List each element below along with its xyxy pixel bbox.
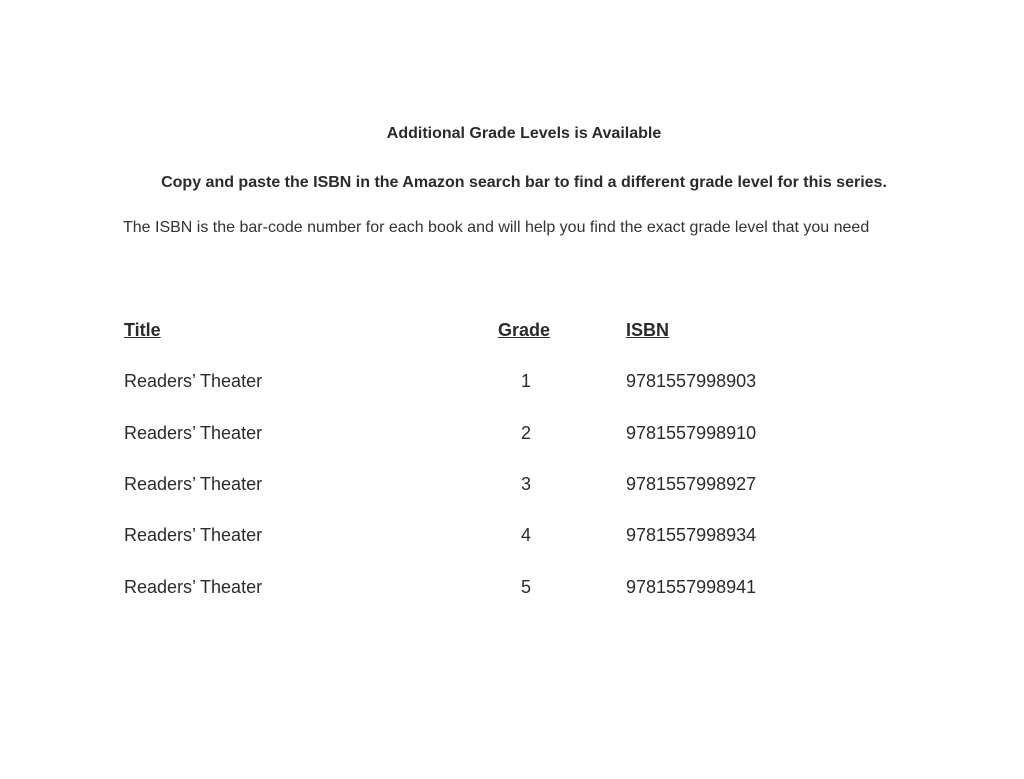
row-title: Readers’ Theater [124,525,263,545]
row-grade: 4 [520,525,531,545]
row-title: Readers’ Theater [124,423,263,443]
row-isbn: 9781557998910 [626,423,757,443]
row-title: Readers’ Theater [124,371,263,391]
table-row [0,474,1024,498]
page-title: Additional Grade Levels is Available [386,125,662,142]
row-isbn: 9781557998903 [626,371,757,391]
row-isbn: 9781557998934 [626,525,757,545]
column-header-title: Title [124,320,161,340]
table-row [0,577,1024,601]
row-grade: 1 [520,371,531,391]
column-header-isbn: ISBN [626,320,670,340]
row-isbn: 9781557998927 [626,474,757,494]
isbn-note: The ISBN is the bar-code number for each book and will help you find the exact grade level that you need [123,219,870,236]
table-row [0,525,1024,549]
column-header-grade: Grade [498,320,551,340]
row-grade: 3 [520,474,531,494]
instruction-text: Copy and paste the ISBN in the Amazon search bar to find a different grade level for this series. [161,174,887,191]
row-isbn: 9781557998941 [626,577,757,597]
row-grade: 5 [520,577,531,597]
row-title: Readers’ Theater [124,577,263,597]
table-row [0,423,1024,447]
table-row [0,371,1024,395]
row-title: Readers’ Theater [124,474,263,494]
row-grade: 2 [520,423,531,443]
